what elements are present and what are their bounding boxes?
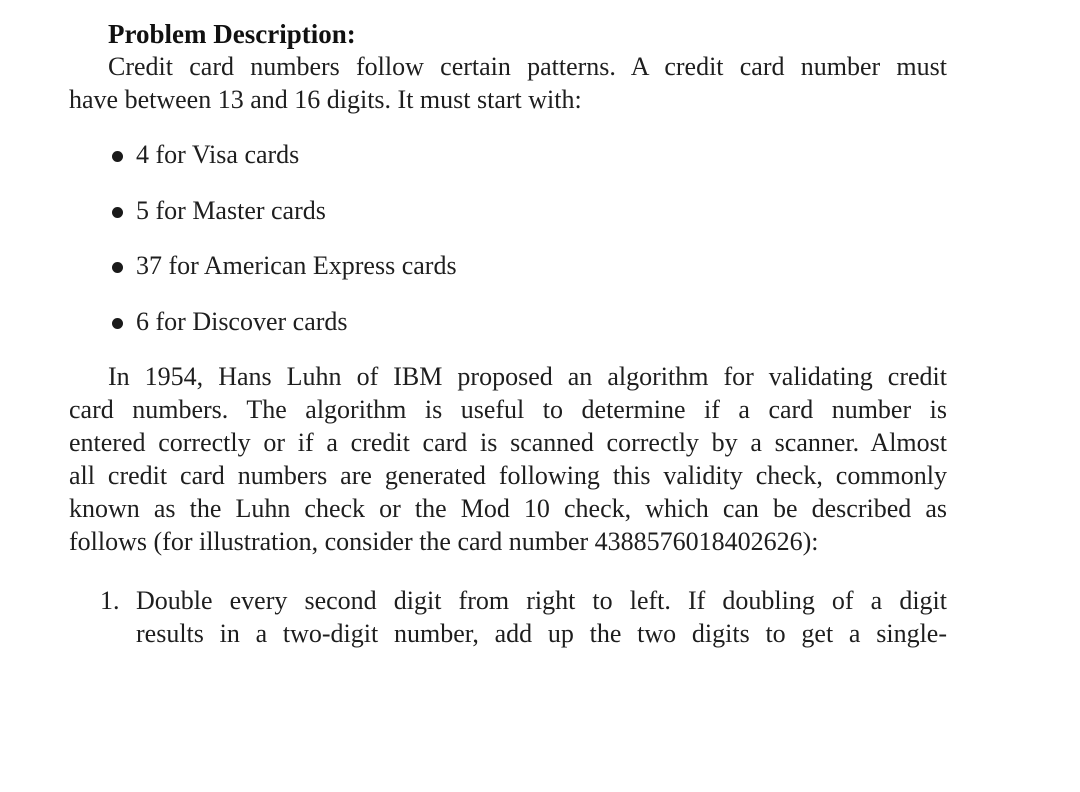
card-prefix-list bbox=[108, 137, 457, 359]
bullet-icon bbox=[112, 318, 123, 329]
step-line: results in a two-digit number, add up the two digits to get a single- bbox=[136, 619, 947, 648]
luhn-line: follows (for illustration, consider the card number 4388576018402626): bbox=[69, 527, 819, 556]
luhn-paragraph bbox=[69, 360, 947, 558]
list-item bbox=[108, 137, 457, 193]
luhn-line: card numbers. The algorithm is useful to determine if a card number is bbox=[69, 395, 947, 424]
bullet-icon bbox=[112, 262, 123, 273]
list-item bbox=[108, 248, 457, 304]
bullet-icon bbox=[112, 207, 123, 218]
step-number: 1. bbox=[100, 586, 120, 615]
step-line: Double every second digit from right to left. If doubling of a digit bbox=[136, 586, 947, 615]
luhn-line: known as the Luhn check or the Mod 10 check, which can be described as bbox=[69, 494, 947, 523]
list-item bbox=[108, 304, 457, 360]
bullet-icon bbox=[112, 151, 123, 162]
intro-line: Credit card numbers follow certain patterns. A credit card number must bbox=[108, 52, 947, 81]
list-item-text: 6 for Discover cards bbox=[136, 306, 348, 336]
luhn-line: entered correctly or if a credit card is scanned correctly by a scanner. Almost bbox=[69, 428, 947, 457]
luhn-line: In 1954, Hans Luhn of IBM proposed an algorithm for validating credit bbox=[108, 362, 947, 391]
list-item-text: 4 for Visa cards bbox=[136, 140, 300, 169]
step-text bbox=[136, 584, 947, 650]
list-item bbox=[108, 193, 457, 249]
intro-line: have between 13 and 16 digits. It must start with: bbox=[69, 85, 582, 114]
section-heading: Problem Description: bbox=[108, 19, 356, 49]
list-item-text: 37 for American Express cards bbox=[136, 251, 457, 280]
intro-paragraph bbox=[69, 50, 947, 116]
luhn-line: all credit card numbers are generated following this validity check, commonly bbox=[69, 461, 947, 490]
list-item-text: 5 for Master cards bbox=[136, 195, 326, 225]
